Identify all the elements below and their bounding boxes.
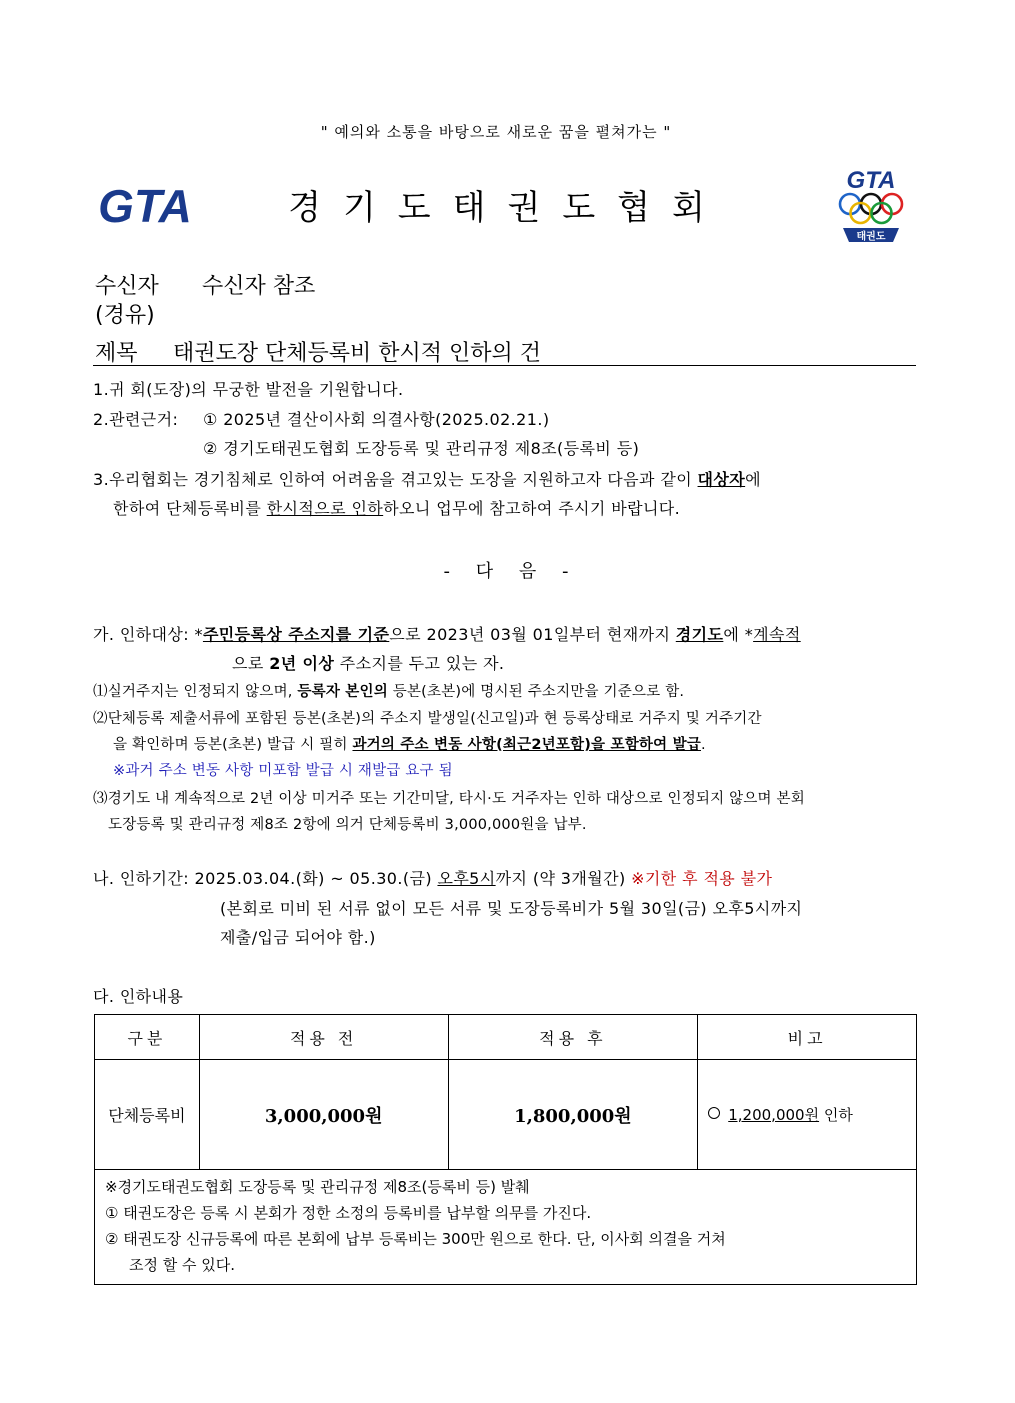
section-da-label: 다. 인하내용 <box>93 987 184 1006</box>
cell-category: 단체등록비 <box>95 1060 200 1170</box>
section-ga-note-3-line-2: 도장등록 및 관리규정 제8조 2항에 의거 단체등록비 3,000,000원을 납부. <box>108 817 587 833</box>
paragraph-1: 1.귀 회(도장)의 무궁한 발전을 기원합니다. <box>93 380 404 399</box>
section-ga-reissue-note: ※과거 주소 변동 사항 미포함 발급 시 재발급 요구 됨 <box>113 763 453 779</box>
recipient-label: 수신자 <box>95 274 159 299</box>
section-ga-line-1: 가. 인하대상: *주민등록상 주소지를 기준으로 2023년 03월 01일부터 현재까지 경기도에 *계속적 <box>93 625 801 644</box>
table-footer-row <box>95 1170 917 1285</box>
section-na-line-2: (본회로 미비 된 서류 없이 모든 서류 및 도장등록비가 5월 30일(금) 오후5시까지 <box>220 899 803 918</box>
paragraph-2-item-1: ① 2025년 결산이사회 의결사항(2025.02.21.) <box>203 410 550 429</box>
section-ga-note-3-line-1: ⑶경기도 내 계속적으로 2년 이상 미거주 또는 기간미달, 타시·도 거주자는 인하 대상으로 인정되지 않으며 본회 <box>93 791 805 807</box>
paragraph-2-label: 2.관련근거: <box>93 410 179 429</box>
cell-after: 1,800,000원 <box>448 1060 698 1170</box>
paragraph-3-line-2: 한하여 단체등록비를 한시적으로 인하하오니 업무에 참고하여 주시기 바랍니다. <box>113 499 681 518</box>
header-divider <box>93 365 916 366</box>
excerpt-item-2: ② 태권도장 신규등록에 따른 본회에 납부 등록비는 300만 원으로 한다. 단, 이사회 의결을 거쳐 <box>105 1230 726 1248</box>
table-row <box>95 1060 917 1170</box>
excerpt-item-1: ① 태권도장은 등록 시 본회가 정한 소정의 등록비를 납부할 의무를 가진다. <box>105 1204 592 1222</box>
notice-heading: - 다 음 - <box>443 561 569 582</box>
target-emphasis: 대상자 <box>697 470 746 489</box>
gta-logo-right-emblem <box>835 160 907 246</box>
subject-value: 태권도장 단체등록비 한시적 인하의 건 <box>173 341 542 366</box>
olympic-rings-icon <box>840 194 902 223</box>
cell-before: 3,000,000원 <box>199 1060 448 1170</box>
section-ga-line-2: 으로 2년 이상 주소지를 두고 있는 자. <box>232 654 505 673</box>
org-name: 경기도태권도협회 <box>288 188 727 228</box>
temporary-emphasis: 한시적으로 인하 <box>266 499 384 518</box>
section-ga-note-2-line-2: 을 확인하며 등본(초본) 발급 시 필히 과거의 주소 변동 사항(최근2년포함)을 포함하여 발급. <box>113 737 706 753</box>
subject-label: 제목 <box>95 341 138 366</box>
emblem-text: GTA <box>846 167 896 194</box>
header-after: 적용 후 <box>448 1015 698 1060</box>
excerpt-item-2-cont: 조정 할 수 있다. <box>129 1256 236 1274</box>
circle-bullet-icon <box>708 1107 720 1119</box>
header-note: 비고 <box>698 1015 917 1060</box>
section-ga-note-1: ⑴실거주지는 인정되지 않으며, 등록자 본인의 등본(초본)에 명시된 주소지만을 기준으로 함. <box>93 684 685 700</box>
recipient-value: 수신자 참조 <box>202 274 316 299</box>
via-label: (경유) <box>95 303 155 328</box>
section-na-line-3: 제출/입금 되어야 함.) <box>220 928 376 947</box>
emblem-badge-text: 태권도 <box>856 231 886 243</box>
header-before: 적용 전 <box>199 1015 448 1060</box>
paragraph-2-item-2: ② 경기도태권도협회 도장등록 및 관리규정 제8조(등록비 등) <box>203 439 640 458</box>
table-header-row <box>95 1015 917 1060</box>
gta-logo-text: GTA <box>98 180 192 232</box>
excerpt-title: ※경기도태권도협회 도장등록 및 관리규정 제8조(등록비 등) 발췌 <box>105 1178 530 1196</box>
fee-table <box>94 1014 917 1285</box>
regulation-excerpt <box>95 1170 917 1285</box>
discount-amount: 1,200,000원 <box>728 1106 820 1124</box>
paragraph-3-line-1: 3.우리협회는 경기침체로 인하여 어려움을 겪고있는 도장을 지원하고자 다음과 같이 대상자에 <box>93 470 761 489</box>
motto: " 예의와 소통을 바탕으로 새로운 꿈을 펼쳐가는 " <box>320 123 672 141</box>
cell-note: 1,200,000원 인하 <box>698 1060 917 1170</box>
header-category: 구분 <box>95 1015 200 1060</box>
section-ga-note-2-line-1: ⑵단체등록 제출서류에 포함된 등본(초본)의 주소지 발생일(신고일)과 현 등록상태로 거주지 및 거주기간 <box>93 711 762 727</box>
section-na-line-1: 나. 인하기간: 2025.03.04.(화) ~ 05.30.(금) 오후5시까지 (약 3개월간) ※기한 후 적용 불가 <box>93 869 773 888</box>
deadline-warning: ※기한 후 적용 불가 <box>631 869 773 888</box>
